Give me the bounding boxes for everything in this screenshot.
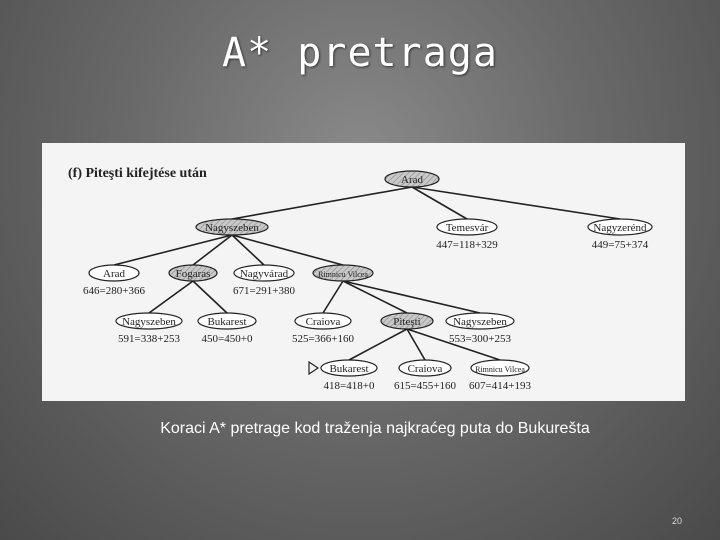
tree-node-pitesti — [381, 313, 433, 329]
tree-node-craiova2 — [394, 360, 456, 392]
tree-node-f-value: 418=418+0 — [323, 380, 375, 392]
goal-marker-icon — [309, 362, 318, 374]
tree-edge-arad_root-nagyszeben1 — [232, 187, 412, 219]
tree-node-label: Nagyzerénd — [593, 222, 647, 234]
search-tree-diagram — [42, 143, 685, 401]
tree-heading: (f) Piteşti kifejtése után — [68, 166, 207, 181]
tree-node-temesvar — [436, 219, 498, 251]
tree-node-label: Piteşti — [393, 316, 421, 328]
tree-edge-rimnicu-nagyszeben3 — [343, 281, 480, 313]
page-number: 20 — [672, 516, 683, 526]
tree-node-label: Fogaras — [175, 268, 211, 280]
tree-node-label: Arad — [401, 174, 423, 186]
tree-node-fogaras — [169, 265, 217, 281]
tree-node-label: Rimnicu Vilcea — [475, 365, 525, 374]
tree-node-nagyzerend — [588, 219, 652, 251]
tree-node-f-value: 553=300+253 — [449, 333, 511, 345]
tree-edge-fogaras-bukarest1 — [193, 281, 227, 313]
tree-node-bukarest2 — [309, 360, 377, 392]
tree-edge-pitesti-bukarest2 — [349, 329, 407, 360]
search-tree-figure — [42, 143, 685, 401]
tree-edge-rimnicu-craiova1 — [323, 281, 343, 313]
slide-title: A* pretraga — [222, 30, 498, 76]
tree-node-rimnicu — [313, 265, 373, 281]
tree-node-f-value: 607=414+193 — [469, 380, 531, 392]
tree-node-f-value: 646=280+366 — [83, 285, 145, 297]
tree-edge-nagyszeben1-arad2 — [114, 235, 232, 265]
tree-node-label: Craiova — [305, 316, 341, 328]
tree-node-nagyvarad — [233, 265, 295, 297]
tree-node-f-value: 447=118+329 — [436, 239, 498, 251]
tree-node-craiova1 — [292, 313, 354, 345]
tree-node-label: Nagyszeben — [453, 316, 507, 328]
tree-node-label: Craiova — [407, 363, 443, 375]
tree-node-label: Bukarest — [329, 363, 369, 375]
tree-node-f-value: 449=75+374 — [591, 239, 649, 251]
tree-node-label: Bukarest — [207, 316, 247, 328]
tree-node-bukarest1 — [198, 313, 256, 345]
tree-edge-fogaras-nagyszeben2 — [149, 281, 193, 313]
tree-node-label: Rimnicu Vilcea — [318, 270, 368, 279]
tree-node-nagyszeben1 — [196, 219, 268, 235]
tree-node-label: Nagyszeben — [122, 316, 176, 328]
tree-node-f-value: 671=291+380 — [233, 285, 295, 297]
tree-node-nagyszeben2 — [116, 313, 182, 345]
tree-edge-arad_root-nagyzerend — [412, 187, 620, 219]
tree-node-f-value: 615=455+160 — [394, 380, 456, 392]
slide-caption: Koraci A* pretrage kod traženja najkraćeg puta do Bukurešta — [160, 420, 590, 437]
tree-node-label: Temesvár — [445, 222, 489, 234]
tree-node-arad2 — [83, 265, 145, 297]
tree-node-nagyszeben3 — [446, 313, 514, 345]
tree-node-rimnicu2 — [469, 360, 531, 392]
tree-node-label: Nagyvárad — [239, 268, 289, 280]
tree-node-label: Nagyszeben — [205, 222, 259, 234]
tree-edge-rimnicu-pitesti — [343, 281, 407, 313]
tree-node-arad_root — [385, 171, 439, 187]
tree-node-f-value: 450=450+0 — [201, 333, 253, 345]
tree-node-f-value: 525=366+160 — [292, 333, 354, 345]
tree-node-label: Arad — [103, 268, 125, 280]
tree-node-f-value: 591=338+253 — [118, 333, 180, 345]
